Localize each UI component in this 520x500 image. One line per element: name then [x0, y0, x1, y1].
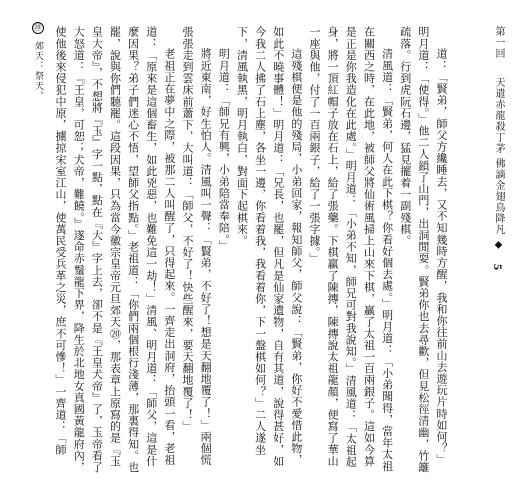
footnote-marker: ⑳: [33, 23, 43, 32]
running-head: [490, 26, 506, 476]
paragraph: 明月道：「師兄有興，小弟陪當奉陪。」: [217, 48, 231, 252]
page-marker: ◆: [493, 239, 504, 252]
paragraph: 將近東南，好生怕人。清風叫一聲：「賢弟，不好了！想是天翻地覆了！」兩個慌張張走到雲床前蕭下，大叫道：「師父，不好了！快些醒來，要天翻地覆了！」: [181, 26, 213, 466]
paragraph: 老祖正在夢中之際，被那二人叫醒了，只得起來。一齊走出洞府，抬頭一看，老祖道：「原來是這個畜生，如此兇惡，也難免這一劫！」清風、明月道：「師父，這是什麼因果？弟子們迷心不悟，望師父指點。」老祖道：「你們兩個根行淺薄，那裏得知。也罷，說與你們聽罷。這段因果，只為當今徽宗皇帝元旦郊天⑳，那表章上原寫的是『玉皇大帝』，不想將『玉』字一點，點在『大』字上去，卻不是『王皇犬帝』了，玉帝看了大怒道：『王皇，可恕；犬帝，難饒。』遂命赤鬚龍下界，降生於北地女真國黃龍府內，使他後來侵犯中原，擄掠宋室江山，使萬民受兵革之災，庶不可慘！」一齊道：「師: [54, 26, 176, 473]
chapter-label: 第一回: [493, 26, 504, 59]
chapter-title: 天遣赤龍殺丁茅 佛謫金翅鳥降凡: [493, 77, 504, 236]
footnote-text: 郊天：祭天。: [33, 40, 43, 101]
page-number: 5: [491, 263, 505, 271]
paragraph: 清風道：「賢弟，何人在此下棋？你看好個去處。」明月道：「小弟聞得，當年太祖在關西之時，在此地，被師父將仙術風掃上山來下棋，贏了太祖一百兩銀子。這如今算是正是你我造化在此處。」明月道：「小弟不知，師兄可對我說知。」清風道：「太祖起身，將一頂紅帽子放在石上，給了張藥。下棋贏了陳摶，陳摶說太祖龍顏，便寫了華山一座與他，付了一百兩銀子，給了一張字據。」: [308, 26, 394, 472]
paragraph: 道：「賢弟，師父方纔睡去，又不知幾時方醒，我和你往前山去遊玩片時如何？」明月道：「使得。」他二人鎖了山門，出洞閒耍。賢弟你也去尋歡，但見松徑清幽，竹籬疏落。行到虎阮石邊，猛見擺着一副殘棋。: [398, 26, 448, 473]
footnote: [32, 22, 45, 142]
paragraph: 這殘棋便是他的殘局，小弟回家，報知師父，師父說：「賢弟，你好不愛惜此物，如此不曉事體！」明月道：「兄長，也罷，但凡是仙家遺物，自有其道，說得甚好，如今我二人拂了石上塵，各坐一邊，你看着我，我看着你，下一盤棋如何？」二人遂坐下，清風執黑，明月執白，對面下起棋來。: [235, 26, 303, 467]
body-text: [54, 26, 450, 476]
